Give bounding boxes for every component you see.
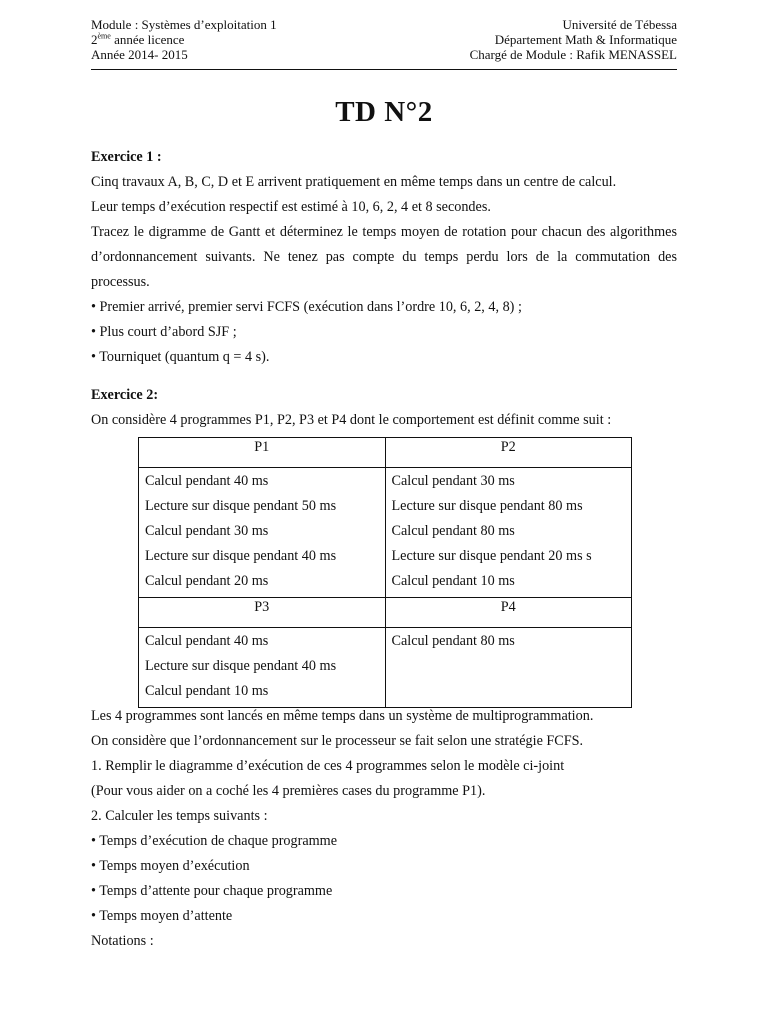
p1-step: Lecture sur disque pendant 50 ms: [145, 498, 337, 514]
exercise-1-line: Leur temps d’exécution respectif est estimé à 10, 6, 2, 4 et 8 secondes.: [91, 199, 491, 215]
module-name: Module : Systèmes d’exploitation 1: [91, 17, 277, 32]
programs-table: [138, 437, 632, 708]
exercise-2-line: On considère que l’ordonnancement sur le processeur se fait selon une stratégie FCFS.: [91, 733, 584, 749]
p2-step: Calcul pendant 80 ms: [391, 523, 515, 539]
p1-step: Calcul pendant 20 ms: [145, 573, 269, 589]
year-number: 2: [91, 32, 98, 47]
exercise-1-heading: Exercice 1 :: [91, 149, 162, 165]
header-right: [470, 17, 677, 62]
study-level: [91, 32, 277, 47]
p3-steps: [139, 628, 386, 708]
table-header-p1: P1: [139, 438, 386, 468]
exercise-1-bullet: • Premier arrivé, premier servi FCFS (exécution dans l’ordre 10, 6, 2, 4, 8) ;: [91, 299, 522, 315]
table-header-p2: P2: [385, 438, 632, 468]
table-header-p4: P4: [385, 598, 632, 628]
p4-steps: [385, 628, 632, 708]
exercise-2-bullet: • Temps moyen d’exécution: [91, 858, 250, 874]
department-name: Département Math & Informatique: [494, 32, 677, 47]
p3-step: Lecture sur disque pendant 40 ms: [145, 658, 337, 674]
exercise-1-paragraph: Tracez le digramme de Gantt et déterminez le temps moyen de rotation pour chacun des algorithmes d’ordonnancement suivants. Ne tenez pas compte du temps perdu lors de la commutation des processus.: [91, 224, 677, 290]
exercise-2: [91, 383, 677, 433]
header-left: [91, 17, 277, 62]
table-header-p3: P3: [139, 598, 386, 628]
p1-step: Calcul pendant 30 ms: [145, 523, 269, 539]
exercise-2-intro: On considère 4 programmes P1, P2, P3 et P4 dont le comportement est définit comme suit :: [91, 412, 612, 428]
p2-step: Calcul pendant 30 ms: [391, 473, 515, 489]
exercise-2-bullet: • Temps d’attente pour chaque programme: [91, 883, 333, 899]
p1-steps: [139, 468, 386, 598]
p1-step: Lecture sur disque pendant 40 ms: [145, 548, 337, 564]
p2-step: Lecture sur disque pendant 80 ms: [391, 498, 583, 514]
page-title: TD N°2: [335, 96, 433, 128]
table-header-row: [139, 438, 632, 468]
p3-step: Calcul pendant 40 ms: [145, 633, 269, 649]
table-row: [139, 628, 632, 708]
exercise-2-bullet: • Temps moyen d’attente: [91, 908, 233, 924]
p2-steps: [385, 468, 632, 598]
exercise-2-line: Les 4 programmes sont lancés en même temps dans un système de multiprogrammation.: [91, 708, 594, 724]
academic-year: Année 2014- 2015: [91, 47, 188, 62]
exercise-2-line: 1. Remplir le diagramme d’exécution de ces 4 programmes selon le modèle ci-joint: [91, 758, 565, 774]
year-suffix: ème: [97, 31, 111, 41]
exercise-1-bullet: • Plus court d’abord SJF ;: [91, 324, 237, 340]
table-row: [139, 468, 632, 598]
p2-step: Lecture sur disque pendant 20 ms s: [391, 548, 592, 564]
p4-step: Calcul pendant 80 ms: [391, 633, 515, 649]
p1-step: Calcul pendant 40 ms: [145, 473, 269, 489]
university-name: Université de Tébessa: [562, 17, 677, 32]
exercise-1-line: Cinq travaux A, B, C, D et E arrivent pratiquement en même temps dans un centre de calcul.: [91, 174, 617, 190]
exercise-2-bullet: • Temps d’exécution de chaque programme: [91, 833, 337, 849]
p2-step: Calcul pendant 10 ms: [391, 573, 515, 589]
exercise-2-line: 2. Calculer les temps suivants :: [91, 808, 268, 824]
exercise-1-bullet: • Tourniquet (quantum q = 4 s).: [91, 349, 270, 365]
module-instructor: Chargé de Module : Rafik MENASSEL: [469, 47, 677, 62]
year-label: année licence: [114, 32, 185, 47]
p3-step: Calcul pendant 10 ms: [145, 683, 269, 699]
table-header-row: [139, 598, 632, 628]
header-divider: [91, 69, 677, 70]
exercise-2-line: (Pour vous aider on a coché les 4 premières cases du programme P1).: [91, 783, 486, 799]
exercise-2-heading: Exercice 2:: [91, 387, 159, 403]
exercise-1: [91, 145, 677, 370]
notations-label: Notations :: [91, 933, 154, 949]
exercise-2-questions: [91, 704, 677, 954]
